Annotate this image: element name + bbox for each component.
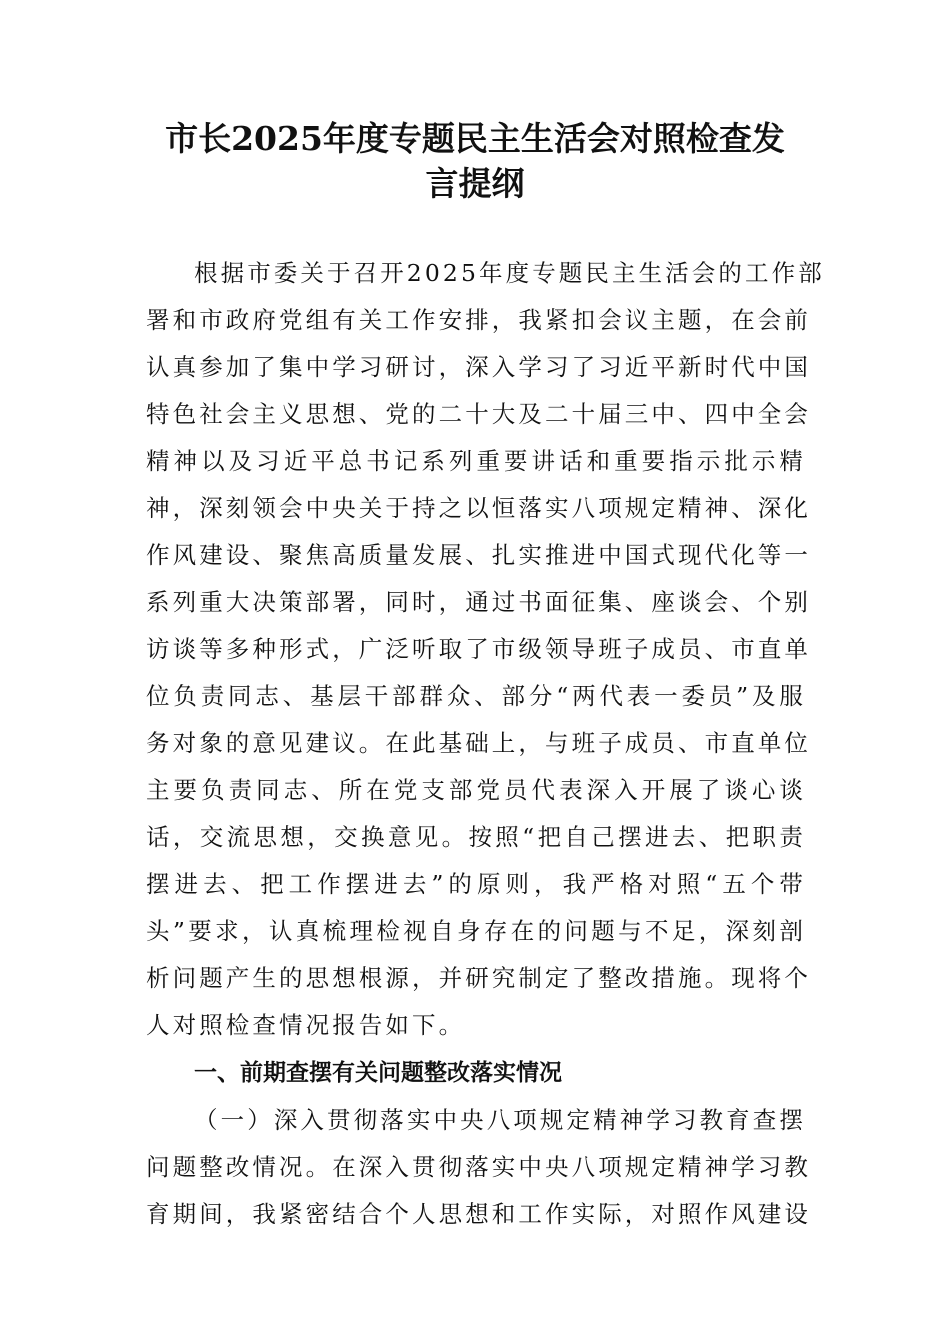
paragraph-line: 主要负责同志、所在党支部党员代表深入开展了谈心谈 [146,776,806,804]
paragraph-line: 头”要求，认真梳理检视自身存在的问题与不足，深刻剖 [146,917,806,945]
paragraph-line: 特色社会主义思想、党的二十大及二十届三中、四中全会 [146,400,811,428]
document-title-line-2: 言提纲 [425,164,525,203]
paragraph-line: 认真参加了集中学习研讨，深入学习了习近平新时代中国 [146,353,811,381]
paragraph-line: 位负责同志、基层干部群众、部分“两代表一委员”及服 [146,682,806,710]
paragraph-line: 析问题产生的思想根源，并研究制定了整改措施。现将个 [146,964,811,992]
paragraph-line: （一）深入贯彻落实中央八项规定精神学习教育查摆 [194,1106,806,1134]
paragraph-line: 务对象的意见建议。在此基础上，与班子成员、市直单位 [146,729,811,757]
paragraph-line: 育期间，我紧密结合个人思想和工作实际，对照作风建设 [146,1200,811,1228]
paragraph-line: 根据市委关于召开2025年度专题民主生活会的工作部 [194,259,825,287]
paragraph-line: 署和市政府党组有关工作安排，我紧扣会议主题，在会前 [146,306,811,334]
paragraph-line: 作风建设、聚焦高质量发展、扎实推进中国式现代化等一 [146,541,811,569]
paragraph-line: 摆进去、把工作摆进去”的原则，我严格对照“五个带 [146,870,806,898]
section-heading: 一、前期查摆有关问题整改落实情况 [194,1060,562,1086]
paragraph-line: 话，交流思想，交换意见。按照“把自己摆进去、把职责 [146,823,806,851]
paragraph-line: 神，深刻领会中央关于持之以恒落实八项规定精神、深化 [146,494,811,522]
paragraph-line: 访谈等多种形式，广泛听取了市级领导班子成员、市直单 [146,635,811,663]
paragraph-line: 系列重大决策部署，同时，通过书面征集、座谈会、个别 [146,588,811,616]
document-title-line-1: 市长2025年度专题民主生活会对照检查发 [165,119,785,158]
paragraph-line: 精神以及习近平总书记系列重要讲话和重要指示批示精 [146,447,806,475]
paragraph-line: 人对照检查情况报告如下。 [146,1011,466,1039]
paragraph-line: 问题整改情况。在深入贯彻落实中央八项规定精神学习教 [146,1153,811,1181]
